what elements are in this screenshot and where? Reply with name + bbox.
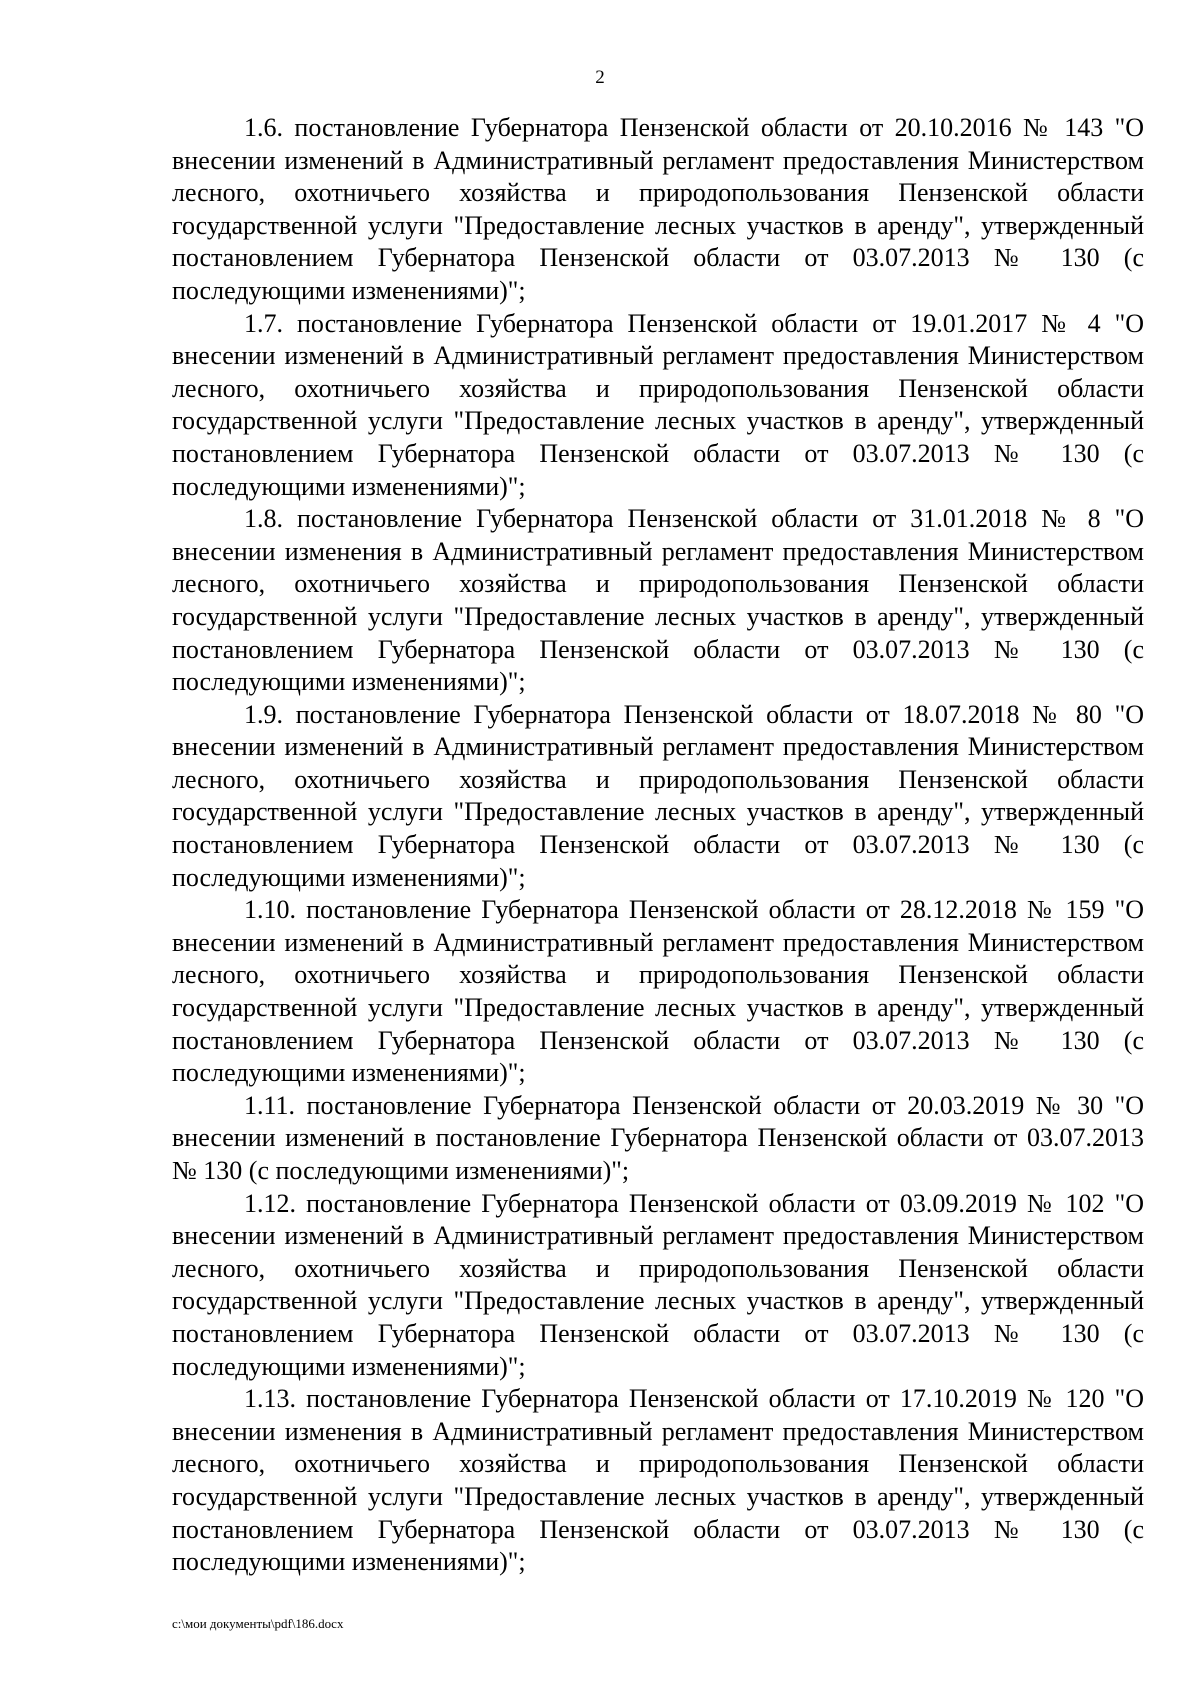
list-item-1-13: 1.13. постановление Губернатора Пензенской области от 17.10.2019 № 120 "О внесении изменения в Административный регламент предоставления Министерством лесного, охотничьего хозяйства и природопользования Пензенской области государственной услуги "Предоставление лесных участков в аренду", утвержденный постановлением Губернатора Пензенской области от 03.07.2013 № 130 (с последующими изменениями)";: [172, 1384, 1144, 1577]
page-number: 2: [595, 67, 605, 88]
list-item-1-8: 1.8. постановление Губернатора Пензенской области от 31.01.2018 № 8 "О внесении изменения в Административный регламент предоставления Министерством лесного, охотничьего хозяйства и природопользования Пензенской области государственной услуги "Предоставление лесных участков в аренду", утвержденный постановлением Губернатора Пензенской области от 03.07.2013 № 130 (с последующими изменениями)";: [172, 504, 1144, 697]
list-item-1-10: 1.10. постановление Губернатора Пензенской области от 28.12.2018 № 159 "О внесении изменений в Административный регламент предоставления Министерством лесного, охотничьего хозяйства и природопользования Пензенской области государственной услуги "Предоставление лесных участков в аренду", утвержденный постановлением Губернатора Пензенской области от 03.07.2013 № 130 (с последующими изменениями)";: [172, 895, 1144, 1088]
list-item-1-9: 1.9. постановление Губернатора Пензенской области от 18.07.2018 № 80 "О внесении изменений в Административный регламент предоставления Министерством лесного, охотничьего хозяйства и природопользования Пензенской области государственной услуги "Предоставление лесных участков в аренду", утвержденный постановлением Губернатора Пензенской области от 03.07.2013 № 130 (с последующими изменениями)";: [172, 699, 1144, 892]
list-item-1-11: 1.11. постановление Губернатора Пензенской области от 20.03.2019 № 30 "О внесении изменений в постановление Губернатора Пензенской области от 03.07.2013 № 130 (с последующими изменениями)";: [172, 1090, 1144, 1185]
list-item-1-7: 1.7. постановление Губернатора Пензенской области от 19.01.2017 № 4 "О внесении изменений в Административный регламент предоставления Министерством лесного, охотничьего хозяйства и природопользования Пензенской области государственной услуги "Предоставление лесных участков в аренду", утвержденный постановлением Губернатора Пензенской области от 03.07.2013 № 130 (с последующими изменениями)";: [172, 308, 1144, 501]
footer-file-path: c:\мои документы\pdf\186.docx: [172, 1616, 344, 1631]
list-item-1-12: 1.12. постановление Губернатора Пензенской области от 03.09.2019 № 102 "О внесении изменений в Административный регламент предоставления Министерством лесного, охотничьего хозяйства и природопользования Пензенской области государственной услуги "Предоставление лесных участков в аренду", утвержденный постановлением Губернатора Пензенской области от 03.07.2013 № 130 (с последующими изменениями)";: [172, 1188, 1144, 1381]
list-item-1-6: 1.6. постановление Губернатора Пензенской области от 20.10.2016 № 143 "О внесении изменений в Административный регламент предоставления Министерством лесного, охотничьего хозяйства и природопользования Пензенской области государственной услуги "Предоставление лесных участков в аренду", утвержденный постановлением Губернатора Пензенской области от 03.07.2013 № 130 (с последующими изменениями)";: [172, 113, 1144, 305]
document-body: [172, 112, 1144, 1579]
